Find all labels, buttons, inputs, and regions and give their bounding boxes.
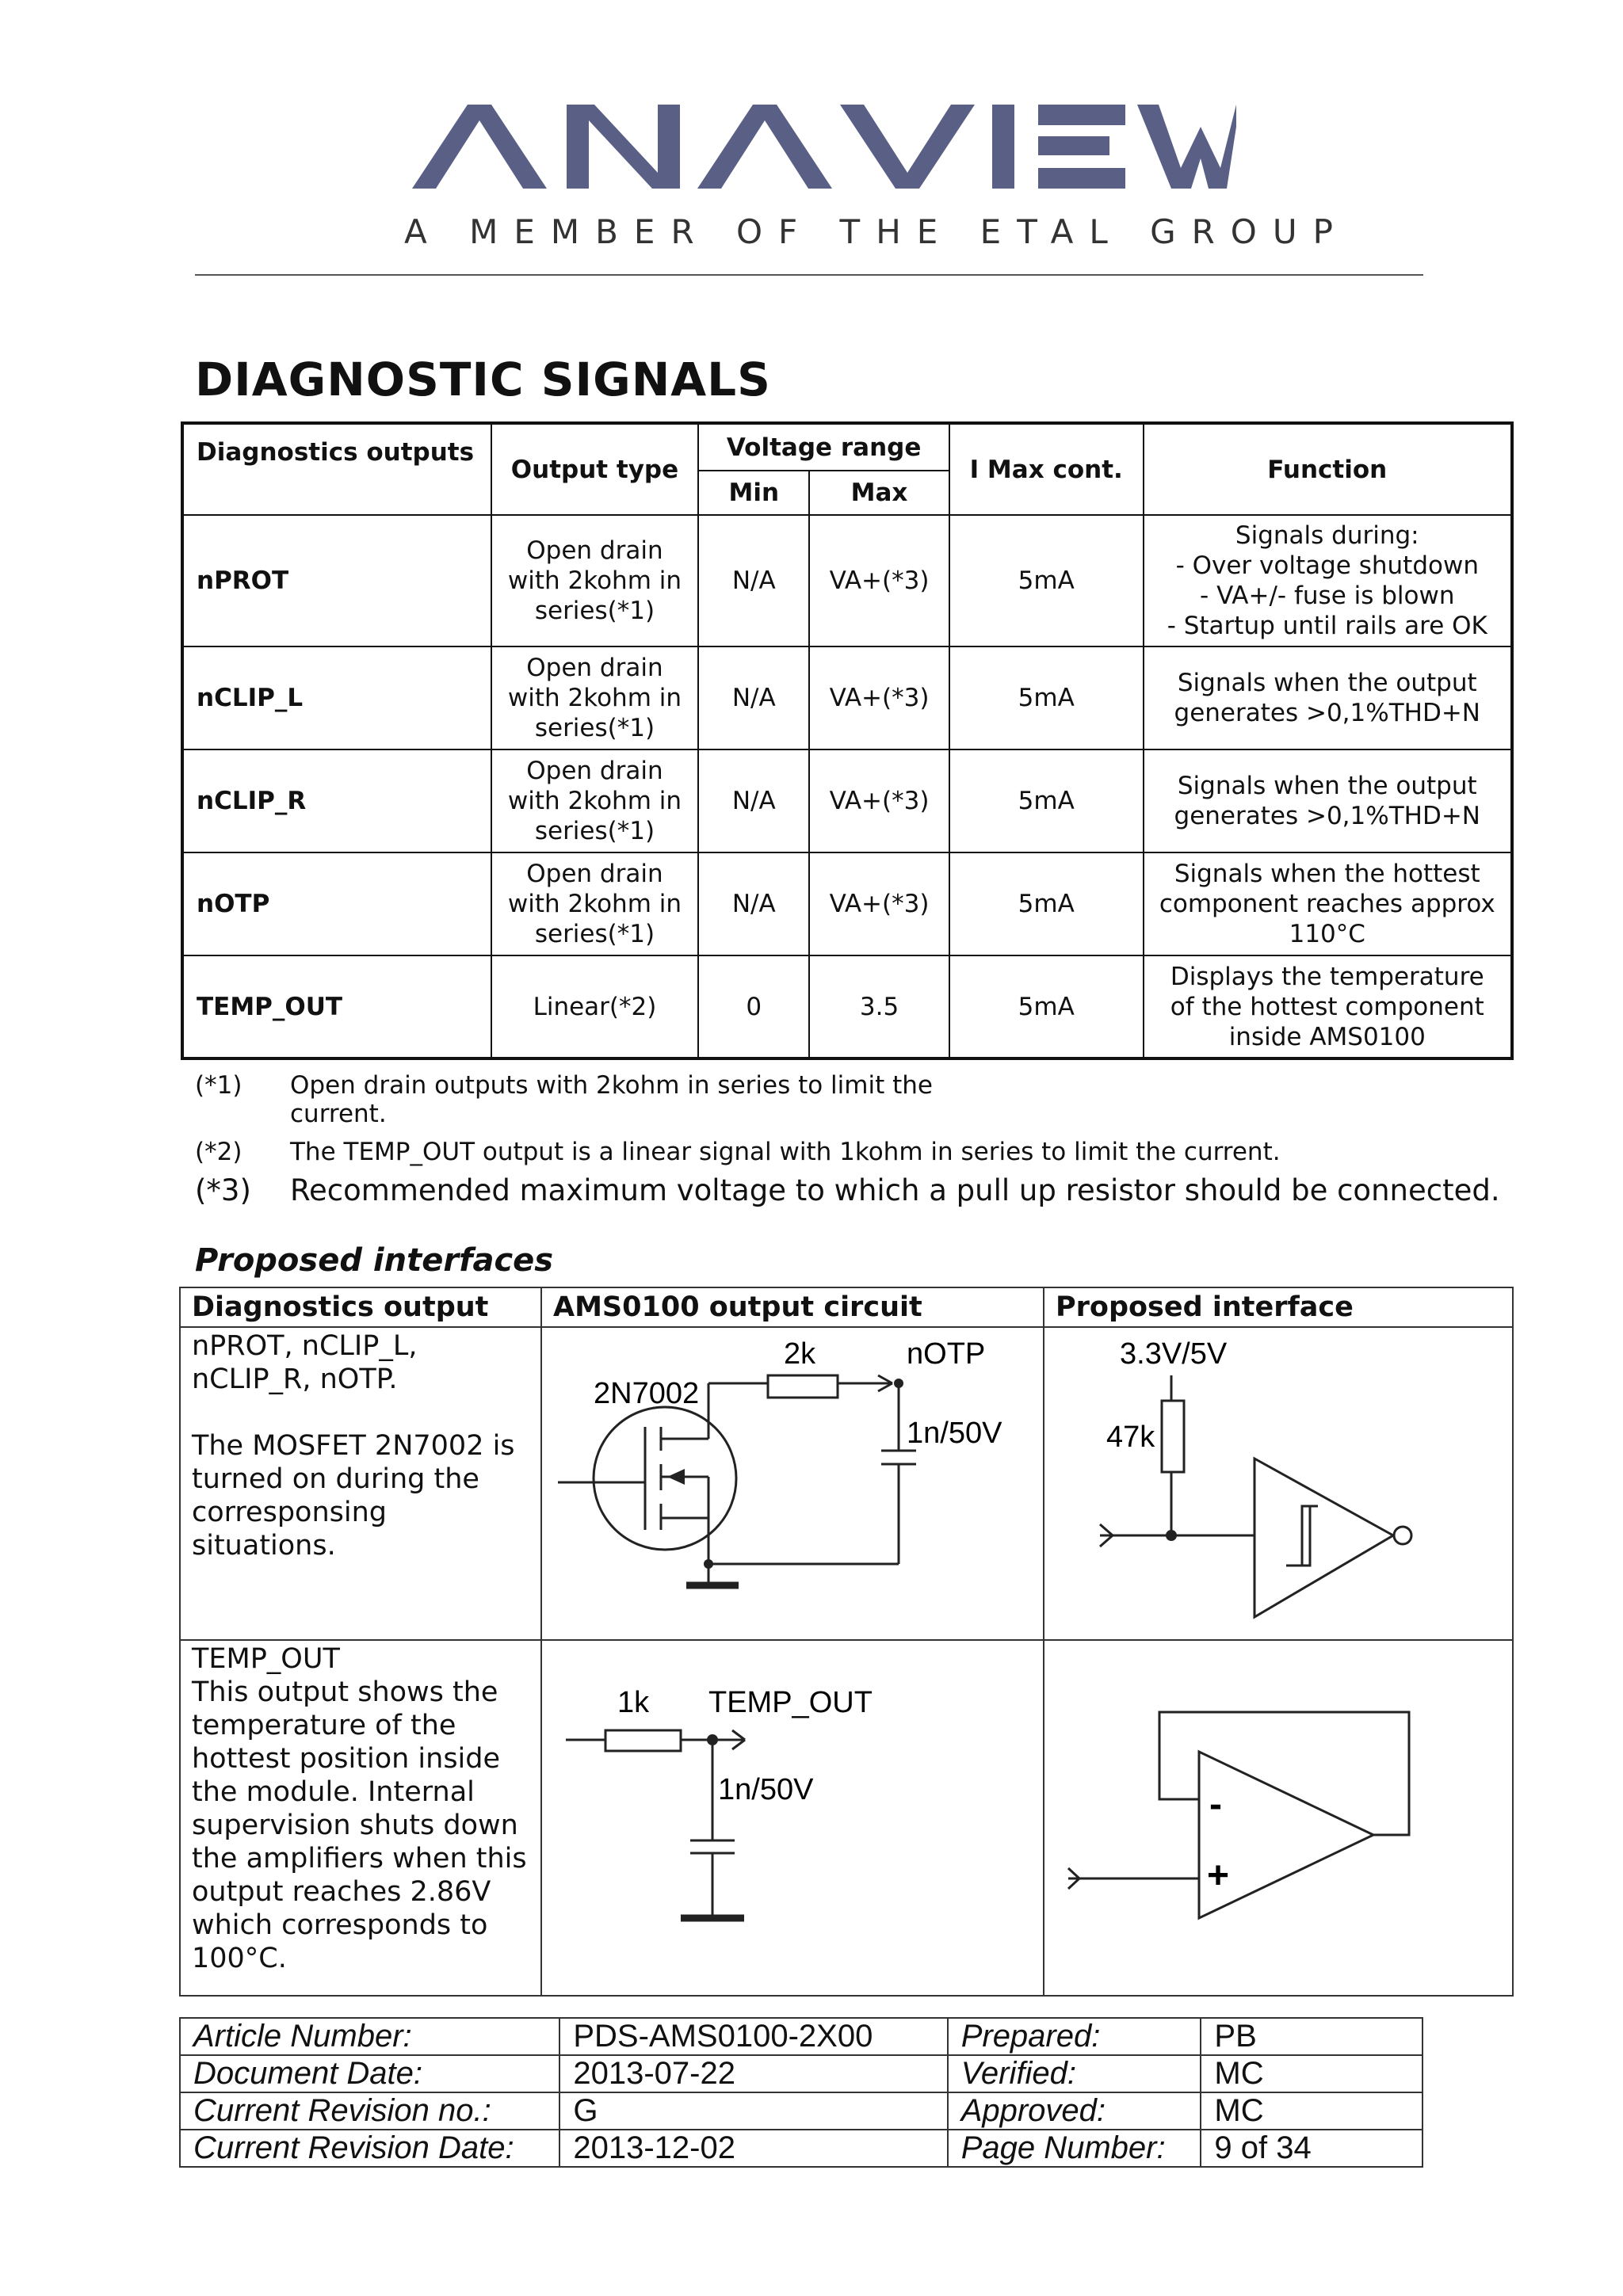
max-value: VA+(*3)	[809, 749, 949, 852]
interface1-cell	[1044, 1327, 1513, 1640]
imax-value: 5mA	[949, 515, 1144, 646]
header-max: Max	[809, 471, 949, 515]
mosfet-arrow-icon	[667, 1469, 685, 1485]
anaview-logo	[396, 95, 1236, 206]
max-value: VA+(*3)	[809, 852, 949, 955]
max-value: VA+(*3)	[809, 515, 949, 646]
min-value: N/A	[698, 852, 809, 955]
header-output-circuit: AMS0100 output circuit	[541, 1287, 1044, 1327]
interface2-cell	[1044, 1640, 1513, 1996]
header-min: Min	[698, 471, 809, 515]
header-voltage-range: Voltage range	[698, 423, 949, 471]
proposed-interfaces-title: Proposed interfaces	[195, 1242, 554, 1279]
note-text: The TEMP_OUT output is a linear signal with 1kohm in series to limit the current.	[290, 1138, 1281, 1166]
row1-description: nPROT, nCLIP_L, nCLIP_R, nOTP. The MOSFET 2N7002 is turned on during the corresponsing situations.	[180, 1327, 541, 1640]
signal-name: TEMP_OUT	[182, 955, 491, 1058]
table-row	[182, 515, 1512, 646]
table-row	[182, 646, 1512, 749]
signal-name: nOTP	[182, 852, 491, 955]
diagnostic-signals-table	[181, 421, 1514, 1060]
capacitor-label: 1n/50V	[718, 1773, 814, 1806]
mosfet-output-circuit	[542, 1328, 1041, 1632]
table-row	[182, 852, 1512, 955]
note-key: (*2)	[195, 1138, 242, 1166]
header-proposed-interface: Proposed interface	[1044, 1287, 1513, 1327]
header-imax: I Max cont.	[949, 423, 1144, 515]
document-date-value: 2013-07-22	[559, 2055, 947, 2092]
output-type: Open drain with 2kohm in series(*1)	[491, 646, 699, 749]
section-title: DIAGNOSTIC SIGNALS	[195, 353, 771, 406]
circuit2-cell	[541, 1640, 1044, 1996]
resistor-label: 1k	[617, 1686, 650, 1719]
imax-value: 5mA	[949, 955, 1144, 1058]
verified-label: Verified:	[948, 2055, 1201, 2092]
article-number-label: Article Number:	[180, 2018, 559, 2055]
footer-row	[180, 2055, 1423, 2092]
note-key: (*1)	[195, 1071, 242, 1100]
revision-no-label: Current Revision no.:	[180, 2092, 559, 2130]
footer-row	[180, 2018, 1423, 2055]
function-text: Displays the temperature of the hottest component inside AMS0100	[1144, 955, 1512, 1058]
revision-no-value: G	[559, 2092, 947, 2130]
table-row	[182, 955, 1512, 1058]
footer-row	[180, 2130, 1423, 2167]
function-text: Signals when the output generates >0,1%THD+N	[1144, 749, 1512, 852]
output-type: Linear(*2)	[491, 955, 699, 1058]
header-function: Function	[1144, 423, 1512, 515]
verified-value: MC	[1201, 2055, 1423, 2092]
prepared-label: Prepared:	[948, 2018, 1201, 2055]
output-label: nOTP	[907, 1337, 986, 1371]
row2-description: TEMP_OUT This output shows the temperature of the hottest position inside the module. Internal supervision shuts down the amplifiers when this output reaches 2.86V which corresponds to 100°C.	[180, 1640, 541, 1996]
function-text: Signals when the hottest component reaches approx 110°C	[1144, 852, 1512, 955]
page-number-value: 9 of 34	[1201, 2130, 1423, 2167]
page-number-label: Page Number:	[948, 2130, 1201, 2167]
header-diagnostics-outputs: Diagnostics outputs	[182, 423, 491, 515]
output-type: Open drain with 2kohm in series(*1)	[491, 515, 699, 646]
note-text: Recommended maximum voltage to which a pull up resistor should be connected.	[290, 1173, 1500, 1207]
note-text: Open drain outputs with 2kohm in series to limit the current.	[290, 1071, 933, 1128]
capacitor-label: 1n/50V	[907, 1417, 1002, 1450]
revision-date-value: 2013-12-02	[559, 2130, 947, 2167]
schmitt-trigger-interface	[1044, 1328, 1512, 1632]
output-label: TEMP_OUT	[708, 1686, 873, 1719]
approved-value: MC	[1201, 2092, 1423, 2130]
prepared-value: PB	[1201, 2018, 1423, 2055]
document-footer-table	[179, 2017, 1423, 2168]
function-text: Signals when the output generates >0,1%THD+N	[1144, 646, 1512, 749]
min-value: N/A	[698, 749, 809, 852]
output-type: Open drain with 2kohm in series(*1)	[491, 852, 699, 955]
minus-sign: -	[1209, 1783, 1222, 1825]
document-date-label: Document Date:	[180, 2055, 559, 2092]
transistor-label: 2N7002	[594, 1377, 700, 1410]
max-value: 3.5	[809, 955, 949, 1058]
footer-row	[180, 2092, 1423, 2130]
logo-subtitle: A MEMBER OF THE ETAL GROUP	[404, 212, 1349, 251]
imax-value: 5mA	[949, 646, 1144, 749]
min-value: 0	[698, 955, 809, 1058]
note-key: (*3)	[195, 1173, 251, 1207]
supply-label: 3.3V/5V	[1119, 1337, 1228, 1371]
header-divider	[195, 274, 1423, 276]
header-output-type: Output type	[491, 423, 699, 515]
header-diagnostics-output: Diagnostics output	[180, 1287, 541, 1327]
pullup-label: 47k	[1106, 1421, 1155, 1454]
logo-letters	[412, 105, 1236, 189]
function-text: Signals during: - Over voltage shutdown - VA+/- fuse is blown - Startup until rails are OK	[1144, 515, 1512, 646]
proposed-interfaces-table	[179, 1287, 1514, 1997]
buffer-opamp-interface	[1044, 1641, 1512, 1988]
article-number-value: PDS-AMS0100-2X00	[559, 2018, 947, 2055]
min-value: N/A	[698, 515, 809, 646]
max-value: VA+(*3)	[809, 646, 949, 749]
signal-name: nPROT	[182, 515, 491, 646]
temp-out-circuit	[542, 1641, 1041, 1988]
imax-value: 5mA	[949, 852, 1144, 955]
approved-label: Approved:	[948, 2092, 1201, 2130]
resistor-label: 2k	[784, 1337, 816, 1371]
signal-name: nCLIP_R	[182, 749, 491, 852]
output-type: Open drain with 2kohm in series(*1)	[491, 749, 699, 852]
revision-date-label: Current Revision Date:	[180, 2130, 559, 2167]
imax-value: 5mA	[949, 749, 1144, 852]
table-row	[182, 749, 1512, 852]
plus-sign: +	[1206, 1855, 1230, 1897]
min-value: N/A	[698, 646, 809, 749]
signal-name: nCLIP_L	[182, 646, 491, 749]
circuit1-cell	[541, 1327, 1044, 1640]
